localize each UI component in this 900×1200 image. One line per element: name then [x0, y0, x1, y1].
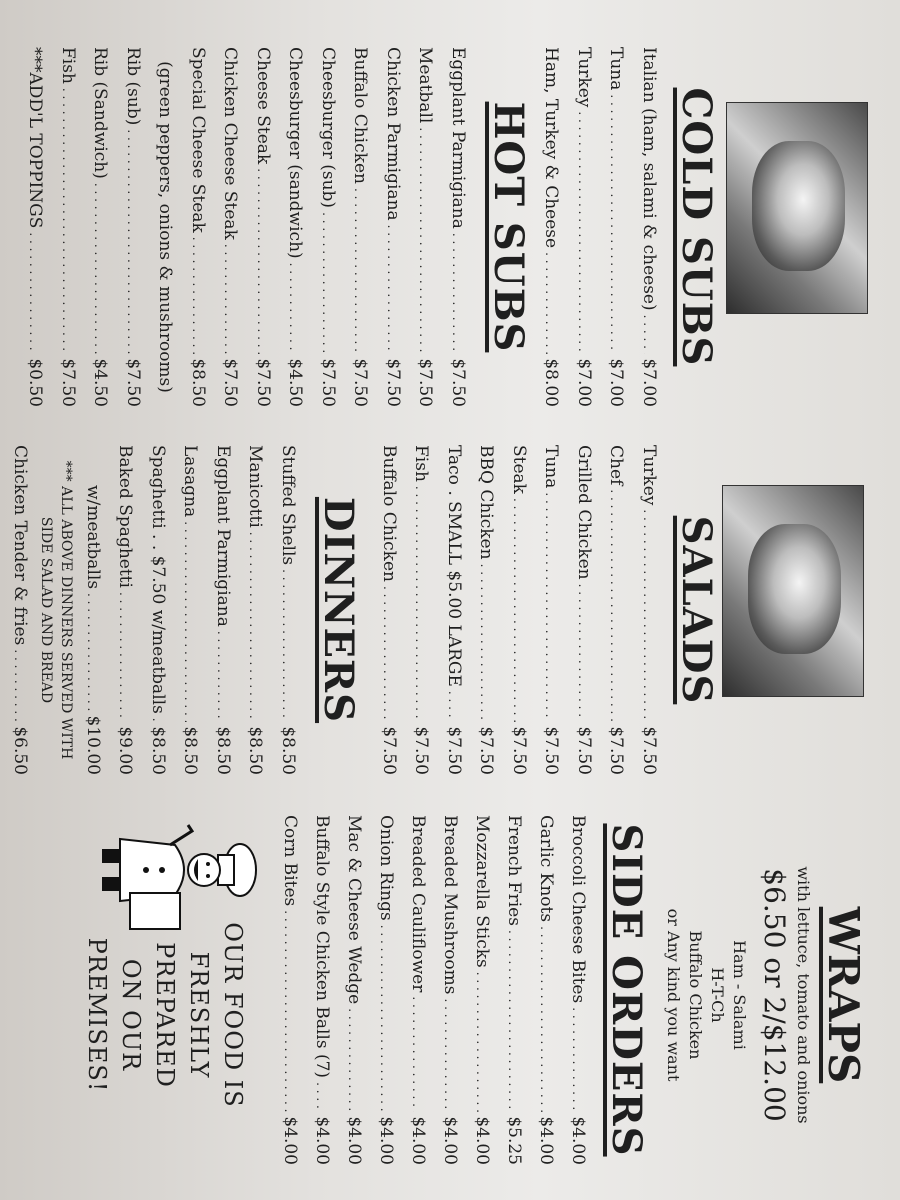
menu-item: Buffalo Style Chicken Balls (7) . . . $4.00: [306, 815, 338, 1165]
wrap-option: or Any kind you want: [664, 908, 683, 1082]
wraps-title: WRAPS: [819, 906, 868, 1084]
menu-item: Fish . . . $7.50: [52, 47, 85, 407]
menu-item: Corn Bites . . . $4.00: [274, 815, 306, 1165]
menu-item: w/meatballs . . . $10.00: [77, 445, 110, 775]
menu-item: Breaded Mushrooms . . . $4.00: [434, 815, 466, 1165]
menu-item: Cheesburger (sandwich) . . . $4.50: [279, 47, 312, 407]
menu-item: Grilled Chicken . . . $7.50: [568, 445, 601, 775]
menu-item: Chicken Parmigiana . . . $7.50: [377, 47, 410, 407]
hot-subs-title: HOT SUBS: [485, 101, 532, 353]
salad-photo: [722, 485, 864, 697]
menu-item: Taco . SMALL $5.00 LARGE . . . $7.50: [438, 445, 471, 775]
menu-item: Broccoli Cheese Bites . . . $4.00: [562, 815, 594, 1165]
menu-item: Eggplant Parmigiana . . . $8.50: [207, 445, 240, 775]
slogan-line: OUR FOOD IS: [219, 922, 247, 1108]
menu-item: Meatball . . . $7.50: [409, 47, 442, 407]
salads-list: [373, 445, 666, 775]
hot-subs-list: [19, 47, 474, 407]
menu-item: Special Cheese Steak . . . $8.50: [182, 47, 215, 407]
side-orders-list: [274, 815, 594, 1165]
dinners-title: DINNERS: [315, 496, 362, 724]
menu-item: Baked Spaghetti . . . $9.00: [109, 445, 142, 775]
menu-item: Turkey . . . $7.00: [568, 47, 601, 407]
menu-item: Fish . . . $7.50: [405, 445, 438, 775]
menu-item: [0, 445, 4, 775]
cold-subs-title: COLD SUBS: [673, 87, 720, 367]
menu-item: Lasagna . . . $8.50: [174, 445, 207, 775]
menu-item: Buffalo Chicken . . . $7.50: [373, 445, 406, 775]
wrap-option: Ham - Salami: [730, 940, 749, 1050]
salads-title: SALADS: [673, 515, 720, 705]
dinners-note-line1: *** ALL ABOVE DINNERS SERVED WITH: [58, 460, 75, 760]
menu-item: Tuna . . . $7.00: [600, 47, 633, 407]
menu-item: Tuna . . . $7.50: [535, 445, 568, 775]
menu-item: Steak . . . $7.50: [503, 445, 536, 775]
salads-dinners-column: [10, 445, 870, 775]
menu-item: French Fries . . . $5.25: [498, 815, 530, 1165]
wraps-price: $6.50 or 2/$12.00: [758, 868, 791, 1122]
menu-item: Stuffed Shells . . . $8.50: [272, 445, 305, 775]
menu-item: Cheese Steak . . . $7.50: [247, 47, 280, 407]
wraps-options: [662, 855, 750, 1135]
menu-item: Garlic Knots . . . $4.00: [530, 815, 562, 1165]
wrap-option: H-T-Ch: [708, 967, 727, 1023]
wraps-sides-column: [30, 815, 870, 1165]
wrap-option: Buffalo Chicken: [686, 930, 705, 1060]
menu-item: Italian (ham, salami & cheese) . . . $7.00: [633, 47, 666, 407]
special-toppings-note: (green peppers, onions & mushrooms): [155, 61, 176, 393]
menu-sheet: [10, 25, 870, 1175]
menu-item: Spaghetti . . $7.50 w/meatballs . . . $8.50: [142, 445, 175, 775]
menu-item: Ham, Turkey & Cheese . . . $8.00: [535, 47, 568, 407]
chef-icon: [90, 815, 270, 935]
sub-sandwich-photo: [726, 102, 868, 314]
menu-item: Buffalo Chicken . . . $7.50: [344, 47, 377, 407]
side-orders-title: SIDE ORDERS: [603, 823, 650, 1157]
menu-item: Mozzarella Sticks . . . $4.00: [466, 815, 498, 1165]
menu-item: Onion Rings . . . $4.00: [370, 815, 402, 1165]
menu-item: Chef . . . $7.50: [600, 445, 633, 775]
menu-item: Rib (Sandwich) . . . $4.50: [84, 47, 117, 407]
menu-item: BBQ Chicken . . . $7.50: [470, 445, 503, 775]
menu-item: Chicken Cheese Steak . . . $7.50: [214, 47, 247, 407]
wraps-subtitle: with lettuce, tomato and onions: [794, 866, 813, 1124]
slogan-line: ON OUR PREMISES!: [83, 937, 145, 1093]
menu-item: Turkey . . . $7.50: [633, 445, 666, 775]
menu-item: Manicotti . . . $8.50: [239, 445, 272, 775]
dinners-note-line2: SIDE SALAD AND BREAD: [38, 516, 55, 704]
subs-column: [25, 47, 870, 407]
menu-item: Rib (sub) . . . $7.50: [117, 47, 150, 407]
menu-item: Breaded Cauliflower . . . $4.00: [402, 815, 434, 1165]
menu-item: ***ADD'L TOPPINGS . . . $0.50: [19, 47, 52, 407]
dinners-list: [0, 445, 304, 775]
menu-item: Cheesburger (sub) . . . $7.50: [312, 47, 345, 407]
menu-item: Eggplant Parmigiana . . . $7.50: [442, 47, 475, 407]
cold-subs-list: [535, 47, 665, 407]
menu-item: Chicken Tender & fries . . . $6.50: [4, 445, 37, 775]
menu-item: Mac & Cheese Wedge . . . $4.00: [338, 815, 370, 1165]
slogan-line: FRESHLY PREPARED: [151, 942, 213, 1088]
